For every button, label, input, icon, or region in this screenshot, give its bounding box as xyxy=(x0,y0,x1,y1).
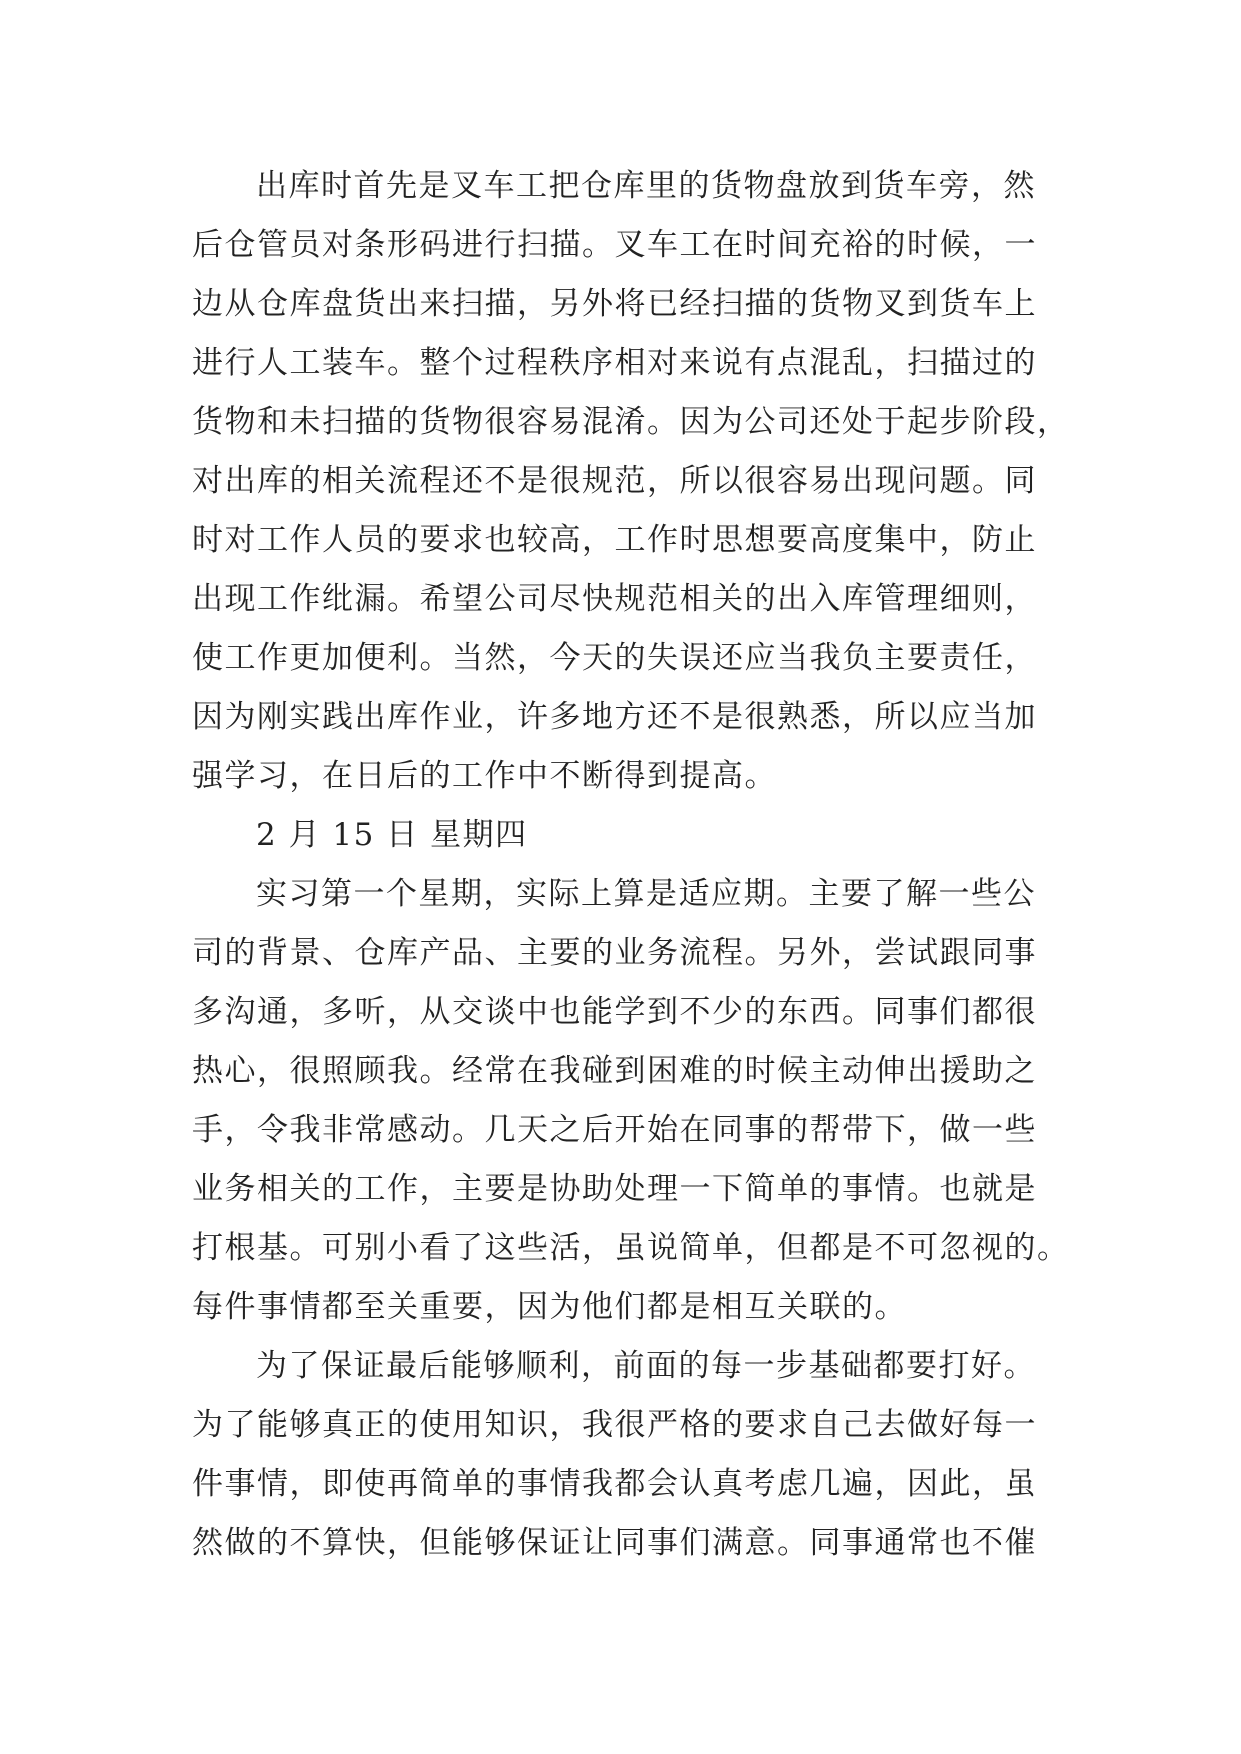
text-line: 然做的不算快，但能够保证让同事们满意。同事通常也不催 xyxy=(192,1525,1037,1561)
text-line: 使工作更加便利。当然，今天的失误还应当我负主要责任， xyxy=(192,640,1037,676)
text-line: 货物和未扫描的货物很容易混淆。因为公司还处于起步阶段， xyxy=(192,404,1070,440)
text-line: 对出库的相关流程还不是很规范，所以很容易出现问题。同 xyxy=(192,463,1037,499)
text-line: 司的背景、仓库产品、主要的业务流程。另外，尝试跟同事 xyxy=(192,935,1037,971)
text-line: 出库时首先是叉车工把仓库里的货物盘放到货车旁，然 xyxy=(256,168,1036,204)
document-body xyxy=(192,157,1072,1573)
text-line: 后仓管员对条形码进行扫描。叉车工在时间充裕的时候，一 xyxy=(192,227,1037,263)
text-line: 为了能够真正的使用知识，我很严格的要求自己去做好每一 xyxy=(192,1407,1037,1443)
text-line: 业务相关的工作，主要是协助处理一下简单的事情。也就是 xyxy=(192,1171,1037,1207)
paragraph-first-week xyxy=(192,865,1072,1337)
paragraph-outbound-process xyxy=(192,157,1072,806)
text-line: 出现工作纰漏。希望公司尽快规范相关的出入库管理细则， xyxy=(192,581,1037,617)
text-line: 因为刚实践出库作业，许多地方还不是很熟悉，所以应当加 xyxy=(192,699,1037,735)
text-line: 打根基。可别小看了这些活，虽说简单，但都是不可忽视的。 xyxy=(192,1230,1070,1266)
text-line: 手，令我非常感动。几天之后开始在同事的帮带下，做一些 xyxy=(192,1112,1037,1148)
text-line: 热心，很照顾我。经常在我碰到困难的时候主动伸出援助之 xyxy=(192,1053,1037,1089)
text-line: 件事情，即使再简单的事情我都会认真考虑几遍，因此，虽 xyxy=(192,1466,1037,1502)
text-line: 时对工作人员的要求也较高，工作时思想要高度集中，防止 xyxy=(192,522,1037,558)
text-line: 实习第一个星期，实际上算是适应期。主要了解一些公 xyxy=(256,876,1036,912)
text-line: 强学习，在日后的工作中不断得到提高。 xyxy=(192,758,777,794)
text-line: 进行人工装车。整个过程秩序相对来说有点混乱，扫描过的 xyxy=(192,345,1037,381)
text-line: 为了保证最后能够顺利，前面的每一步基础都要打好。 xyxy=(256,1348,1036,1384)
diary-date: 2 月 15 日 星期四 xyxy=(256,817,528,853)
paragraph-foundation xyxy=(192,1337,1072,1573)
text-line: 多沟通，多听，从交谈中也能学到不少的东西。同事们都很 xyxy=(192,994,1037,1030)
text-line: 边从仓库盘货出来扫描，另外将已经扫描的货物叉到货车上 xyxy=(192,286,1037,322)
text-line: 每件事情都至关重要，因为他们都是相互关联的。 xyxy=(192,1289,907,1325)
